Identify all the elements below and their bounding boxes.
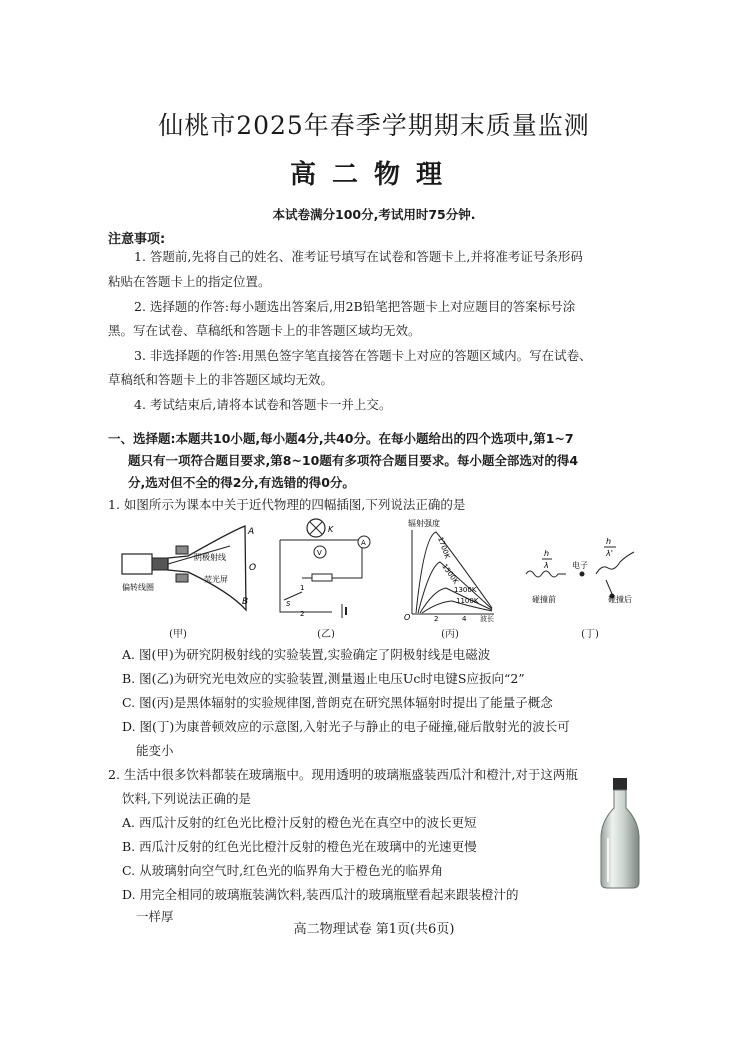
label-1700k: 1700K: [436, 535, 452, 560]
label-1100k: 1100K: [456, 597, 479, 605]
figure-yi: [272, 518, 380, 622]
glass-bottle-icon: [596, 778, 644, 890]
tick-4: 4: [462, 615, 467, 622]
caption-jia: (甲): [169, 629, 187, 640]
label-k: K: [328, 525, 334, 534]
exam-info: 本试卷满分100分,考试用时75分钟.: [272, 207, 476, 222]
screen-label: 荧光屏: [204, 575, 228, 584]
subject-title: 高二物理: [289, 160, 458, 190]
notice-item-4-line-1: 4. 考试结束后,请将本试卷和答题卡一并上交。: [134, 397, 392, 412]
q1-option-c: C. 图(丙)是黑体辐射的实验规律图,普朗克在研究黑体辐射时提出了能量子概念: [122, 695, 553, 710]
notice-item-1-line-1: 1. 答题前,先将自己的姓名、准考证号填写在试卷和答题卡上,并将准考证号条形码: [134, 249, 583, 264]
figure-bing: [396, 516, 506, 622]
tick-2: 2: [434, 615, 439, 622]
section-line-1: 一、选择题:本题共10小题,每小题4分,共40分。在每小题给出的四个选项中,第1~7: [108, 431, 574, 446]
incident-photon: [526, 571, 566, 577]
q2-option-d-cont: 一样厚: [136, 909, 174, 924]
label-1500k: 1500K: [440, 562, 460, 586]
figure-jia: [120, 522, 260, 622]
bottle-body: [601, 790, 639, 888]
section-line-2: 题只有一项符合题目要求,第8~10题有多项符合题目要求。每小题全部选对的得4: [128, 453, 579, 468]
ray-label: 阴极射线: [194, 553, 226, 562]
label-after: 碰撞后: [608, 595, 632, 604]
figure-ding: [522, 530, 654, 622]
q1-option-a: A. 图(甲)为研究阴极射线的实验装置,实验确定了阴极射线是电磁波: [122, 647, 491, 662]
label-h1: h: [544, 549, 550, 558]
q1-option-b: B. 图(乙)为研究光电效应的实验装置,测量遏止电压Uc时电键S应扳向“2”: [122, 671, 525, 686]
coil-label: 偏转线圈: [122, 583, 154, 592]
q2-option-c: C. 从玻璃射向空气时,红色光的临界角大于橙色光的临界角: [122, 863, 444, 878]
q2-option-a: A. 西瓜汁反射的红色光比橙汁反射的橙色光在真空中的波长更短: [122, 815, 477, 830]
cathode: [152, 558, 168, 570]
notice-item-2-line-2: 黑。写在试卷、草稿纸和答题卡上的非答题区域均无效。: [108, 323, 421, 338]
q2-stem-2: 饮料,下列说法正确的是: [122, 791, 251, 806]
recoil-electron: [606, 580, 612, 594]
label-one: 1: [300, 584, 305, 592]
label-l1: λ: [544, 561, 549, 570]
notice-item-3-line-1: 3. 非选择题的作答:用黑色签字笔直接答在答题卡上对应的答题区域内。写在试卷、: [134, 348, 592, 363]
label-electron: 电子: [572, 561, 588, 570]
label-s: S: [286, 600, 291, 608]
notice-item-1-line-2: 粘贴在答题卡上的指定位置。: [108, 274, 271, 289]
page-title: 仙桃市2025年春季学期期末质量监测: [158, 111, 590, 140]
q1-stem: 1. 如图所示为课本中关于近代物理的四幅插图,下列说法正确的是: [108, 497, 466, 512]
q2-option-d: D. 用完全相同的玻璃瓶装满饮料,装西瓜汁的玻璃瓶壁看起来跟装橙汁的: [122, 887, 519, 902]
label-v: V: [317, 549, 322, 557]
q2-stem-1: 2. 生活中很多饮料都装在玻璃瓶中。现用透明的玻璃瓶盛装西瓜汁和橙汁,对于这两瓶: [108, 767, 578, 782]
caption-bing: (丙): [441, 629, 459, 640]
coil-top: [176, 546, 188, 554]
xlabel: 波长: [480, 615, 494, 622]
label-before: 碰撞前: [532, 595, 556, 604]
notice-item-3-line-2: 草稿纸和答题卡上的非答题区域均无效。: [108, 372, 334, 387]
label-a: A: [361, 539, 366, 547]
label-1300k: 1300K: [454, 586, 477, 594]
origin: O: [404, 613, 411, 622]
coil-bottom: [176, 574, 188, 582]
tube-base: [122, 554, 152, 574]
caption-yi: (乙): [317, 629, 335, 640]
notice-title: 注意事项:: [108, 232, 166, 247]
scattered-photon: [596, 552, 634, 574]
ylabel: 辐射强度: [408, 519, 440, 528]
electron: [580, 572, 585, 577]
label-b: B: [242, 597, 249, 607]
page-footer: 高二物理试卷 第1页(共6页): [293, 922, 455, 937]
tube-body: [168, 526, 249, 610]
q2-option-b: B. 西瓜汁反射的红色光比橙汁反射的橙色光在玻璃中的光速更慢: [122, 839, 477, 854]
notice-item-2-line-1: 2. 选择题的作答:每小题选出答案后,用2B铅笔把答题卡上对应题目的答案标号涂: [134, 299, 576, 314]
bottle-cap: [613, 778, 627, 790]
label-l2: λ': [606, 549, 613, 558]
caption-ding: (丁): [581, 629, 599, 640]
section-line-3: 分,选对但不全的得2分,有选错的得0分。: [128, 475, 355, 490]
label-a: A: [248, 527, 255, 537]
label-h2: h: [606, 537, 612, 546]
label-two: 2: [300, 610, 305, 618]
q1-option-d-cont: 能变小: [136, 743, 174, 758]
rheostat: [312, 574, 332, 581]
q1-option-d: D. 图(丁)为康普顿效应的示意图,入射光子与静止的电子碰撞,碰后散射光的波长可: [122, 719, 570, 734]
switch-arm: [284, 592, 302, 600]
label-o: O: [249, 563, 257, 573]
